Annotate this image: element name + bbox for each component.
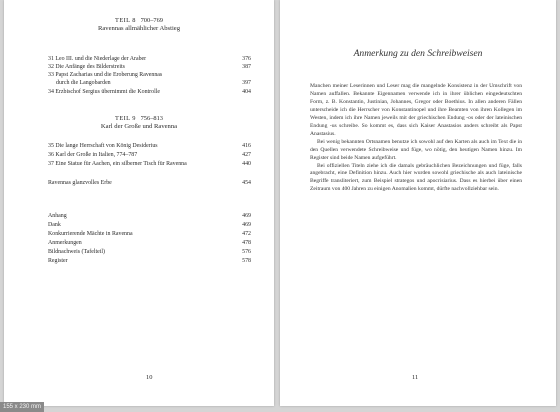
teil-8-number: TEIL 8 (115, 17, 136, 24)
toc-entry-page: 387 (242, 64, 251, 70)
toc-entry-page: 416 (242, 143, 251, 149)
toc-entry-page: 427 (242, 152, 251, 158)
toc-entry-page: 478 (242, 240, 251, 246)
toc-entry-title: 34 Erzbischof Sergius übernimmt die Kontrolle (48, 89, 160, 95)
teil-9-years: 756–813 (140, 115, 163, 122)
toc-entry-title: 33 Papst Zacharias und die Eroberung Ravennas (48, 72, 163, 78)
toc-entry-title: Anmerkungen (48, 240, 82, 246)
toc-entry-title: 35 Die lange Herrschaft von König Desiderius (48, 143, 158, 149)
toc-entry-page: 376 (242, 56, 251, 62)
toc-entry-title: 32 Die Anfänge des Bilderstreits (48, 64, 125, 70)
teil-9-heading (4, 115, 274, 131)
body-paragraph: Bei wenig bekannten Ortsnamen benutze ich sowohl auf den Karten als auch im Text die in den Quellen verwendete Schreibweise und füge, wo nötig, den heutigen Namen hinzu. Im Register sind beide Namen aufgeführt. (310, 138, 522, 161)
toc-entry-page: 472 (242, 231, 251, 237)
toc-entry-title: Ravennas glanzvolles Erbe (48, 180, 112, 186)
toc-entry-page: 469 (242, 222, 251, 228)
toc-entry-title: Register (48, 258, 68, 264)
toc-entry-title: 36 Karl der Große in Italien, 774–787 (48, 152, 138, 158)
teil-8-years: 700–769 (140, 17, 163, 24)
body-text (310, 83, 522, 194)
page-number-right: 11 (412, 374, 419, 381)
toc-entry-title: Konkurrierende Mächte in Ravenna (48, 231, 133, 237)
toc-entry-page: 397 (242, 80, 251, 86)
toc-entry-title-continued: durch die Langobarden (56, 80, 111, 86)
toc-entry-title: Anhang (48, 213, 67, 219)
teil-8-subtitle: Ravennas allmählicher Abstieg (97, 25, 181, 32)
right-page (280, 0, 556, 406)
toc-entry-title: Bildnachweis (Tafelteil) (48, 249, 105, 255)
toc-entry-page: 454 (242, 180, 251, 186)
toc-entry-title: 31 Leo III. und die Niederlage der Araber (48, 56, 147, 62)
page-size-badge: 155 x 230 mm (0, 402, 44, 412)
toc-entry-page: 440 (242, 161, 251, 167)
left-page (4, 0, 274, 406)
body-paragraph: Bei offiziellen Titeln ziehe ich die damals gebräuchlichen Bezeichnungen und füge, falls angebracht, eine Definition hinzu. Auch hier wurden sowohl griechische als auch lateinische Begriffe transliteriert, zum Beispiel strategos und apocrisiarius. Dass es hierbei über einen Zeitraum von 400 Jahren zu einigen Anomalien kommt, dürfte nachvollziehbar sein. (310, 162, 522, 193)
toc-entry-page: 404 (242, 89, 251, 95)
toc-entry-title: 37 Eine Statue für Aachen, ein silberner Tisch für Ravenna (48, 161, 187, 167)
toc-entry-page: 469 (242, 213, 251, 219)
toc-entry-title: Dank (48, 222, 61, 228)
toc-entry-page: 578 (242, 258, 251, 264)
teil-9-number: TEIL 9 (115, 115, 136, 122)
teil-8-heading (4, 17, 274, 33)
toc-entry-page: 576 (242, 249, 251, 255)
page-number-left: 10 (146, 374, 153, 381)
body-paragraph: Manchen meiner Leserinnen und Leser mag die mangelnde Konsistenz in der Umschrift von Namen auffallen. Bekannte Eigennamen verwende ich in ihrer üblichen eingedeutschten Form, z. B. Konstantin, Justinian, Johannes, Gregor oder Boethius. In allen anderen Fällen unterscheide ich die Herrscher von Konstantinopel und ihre Beamten von ihren Kollegen im Westen, indem ich ihre Namen jeweils mit der griechischen Endung -os oder der lateinischen Endung -us schreibe. So kommt es, dass sich Kaiser Anastasios anders schreibt als Papst Anastasius. (310, 83, 522, 137)
section-title: Anmerkung zu den Schreibweisen (353, 48, 483, 59)
teil-9-subtitle: Karl der Große und Ravenna (100, 123, 178, 130)
